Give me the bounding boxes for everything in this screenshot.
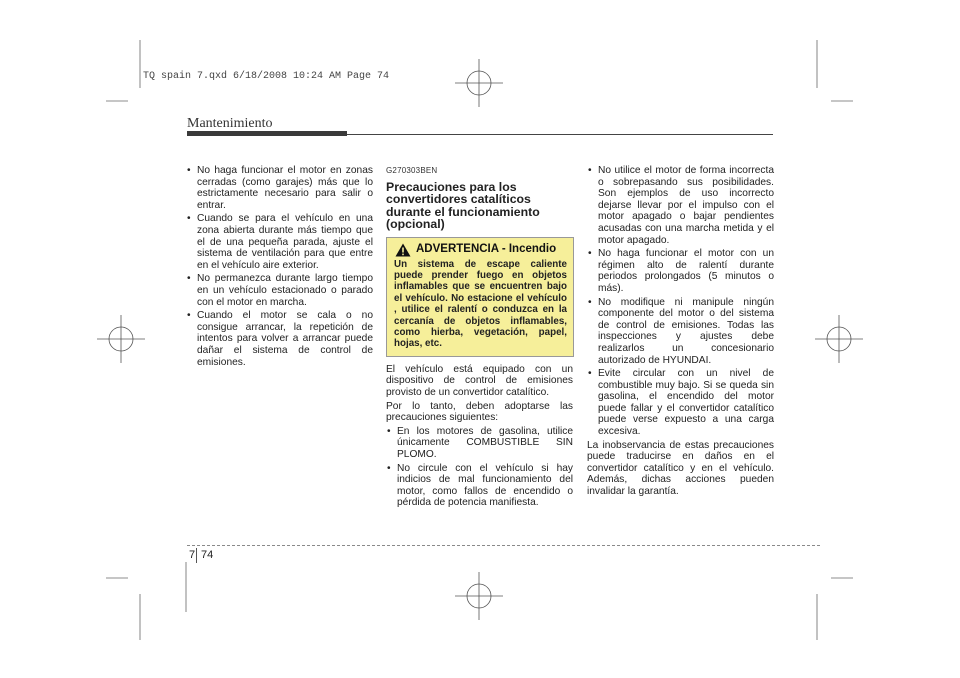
paragraph: Por lo tanto, deben adoptarse las precauciones siguientes: <box>386 400 573 424</box>
paragraph: El vehículo está equipado con un dispositivo de control de emisiones provisto de un convertidor catalítico. <box>386 363 573 399</box>
footer-divider <box>196 548 197 563</box>
list-item: • No utilice el motor de forma incorrecta o sobrepasando sus posibilidades. Son ejemplos de uso incorrecto dejarse llevar por el impulso con el motor apagado o bajar pendientes acusadas con una marcha metida y el motor apagado. <box>587 165 774 246</box>
warning-header <box>387 238 573 259</box>
column-1 <box>186 165 373 370</box>
header-rule-thin <box>347 134 773 135</box>
list-item: • No modifique ni manipule ningún componente del motor o del sistema de control de emisiones. Todas las inspecciones y ajustes debe realizarlos un concesionario autorizado de HYUNDAI. <box>587 297 774 367</box>
list-item: • No permanezca durante largo tiempo en un vehículo estacionado o parado con el motor en marcha. <box>186 273 373 308</box>
chapter-number: 7 <box>189 549 196 561</box>
list-item: • Evite circular con un nivel de combustible muy bajo. Si se queda sin gasolina, el encendido del motor puede fallar y el convertidor catalítico puede verse expuesto a una carga excesiva. <box>587 368 774 438</box>
column-3 <box>587 165 774 500</box>
section-title: Mantenimiento <box>187 116 273 131</box>
list-item: • En los motores de gasolina, utilice únicamente COMBUSTIBLE SIN PLOMO. <box>386 426 573 461</box>
warning-triangle-icon <box>395 243 411 257</box>
list-item: • Cuando el motor se cala o no consigue arrancar, la repetición de intentos para volver a arrancar puede dañar el sistema de control de emisiones. <box>186 310 373 368</box>
warning-box <box>386 237 574 357</box>
list-item: • Cuando se para el vehículo en una zona abierta durante más tiempo que el de una pequeña parada, ajuste el sistema de ventilación para que entre en el vehículo aire exterior. <box>186 213 373 271</box>
section-code: G270303BEN <box>386 166 438 175</box>
header-rule-thick <box>187 131 347 136</box>
page-number: 74 <box>201 549 214 561</box>
print-slug-line: TQ spain 7.qxd 6/18/2008 10:24 AM Page 74 <box>143 71 390 82</box>
paragraph: La inobservancia de estas precauciones puede traducirse en daños en el convertidor catalítico y en el vehículo. Además, dichas acciones pueden invalidar la garantía. <box>587 439 774 498</box>
column-2 <box>386 165 573 511</box>
warning-text: Un sistema de escape caliente puede prender fuego en objetos inflamables que se encuentren bajo el vehículo. No estacione el vehículo , utilice el ralentí o conduzca en la cercanía de objetos inflamables, como hierba, vegetación, papel, hojas, etc. <box>394 258 567 350</box>
bullet-list <box>386 426 573 509</box>
section-heading: Precauciones para los convertidores catalíticos durante el funcionamiento (opcional) <box>386 179 540 232</box>
list-item: • No haga funcionar el motor en zonas cerradas (como garajes) más que lo estrictamente necesario para salir o entrar. <box>186 165 373 211</box>
bullet-list <box>587 165 774 438</box>
list-item: • No circule con el vehículo si hay indicios de mal funcionamiento del motor, como fallos de encendido o pérdida de potencia manifiesta. <box>386 463 573 509</box>
bullet-list <box>186 165 373 368</box>
warning-title: ADVERTENCIA - Incendio <box>416 242 557 255</box>
list-item: • No haga funcionar el motor con un régimen alto de ralentí durante periodos prolongados (5 minutos o más). <box>587 248 774 294</box>
footer-rule <box>187 545 820 546</box>
